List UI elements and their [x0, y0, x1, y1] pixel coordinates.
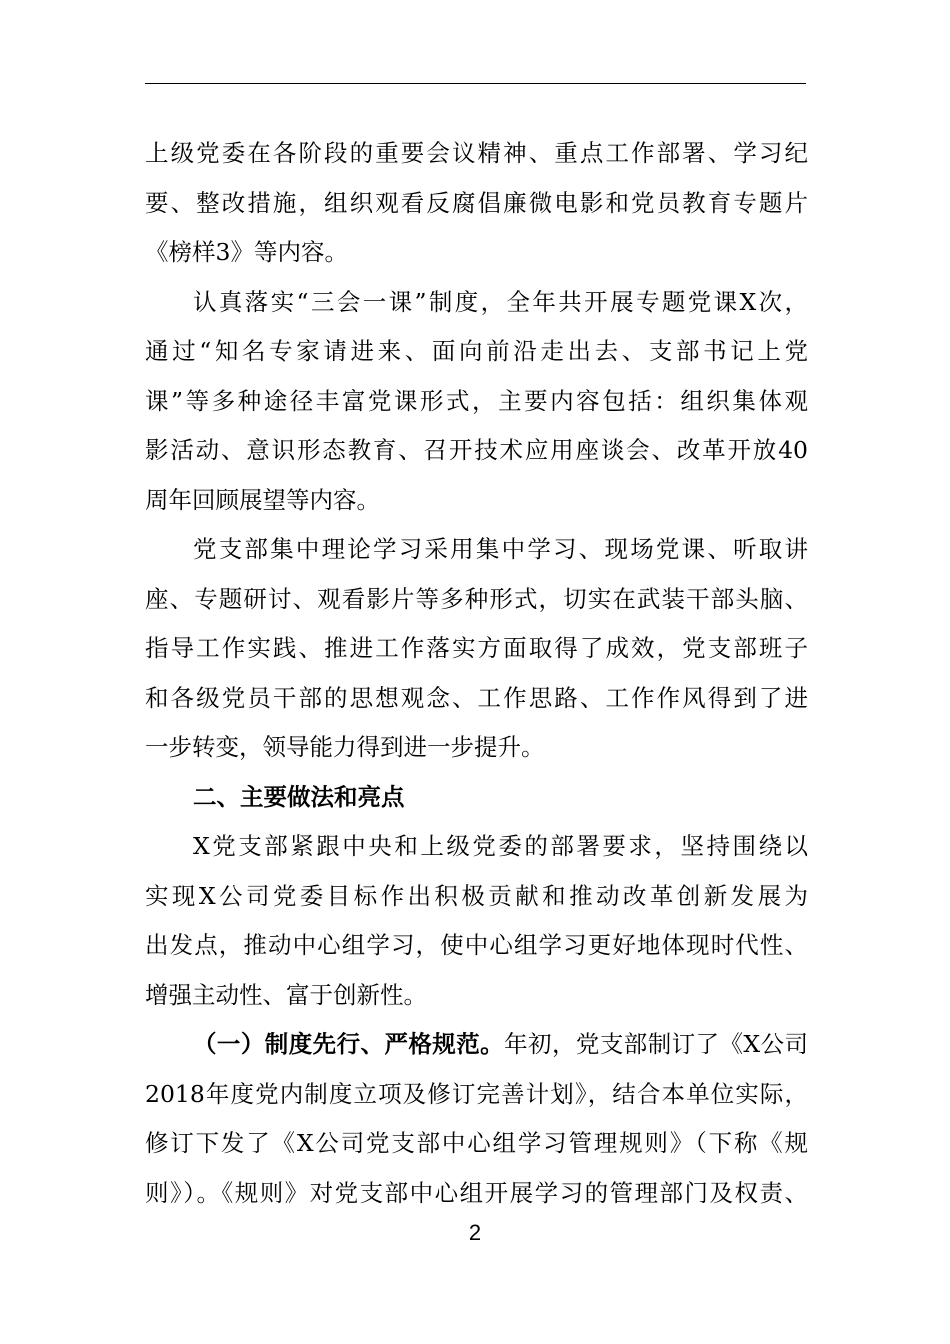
paragraph-first-line: 认真落实“三会一课”制度，全年共开展专题党课X次，: [193, 287, 808, 316]
text-line: 增强主动性、富于创新性。: [145, 980, 427, 1009]
text-line: 《榜样3》等内容。: [145, 238, 348, 266]
text-line: 指导工作实践、推进工作落实方面取得了成效，党支部班子: [145, 634, 808, 662]
section-heading: 二、主要做法和亮点: [193, 782, 405, 811]
text-line: 则》）。《规则》对党支部中心组开展学习的管理部门及权责、: [145, 1178, 808, 1207]
text-line: 要、整改措施，组织观看反腐倡廉微电影和党员教育专题片: [145, 188, 808, 217]
text-line: 上级党委在各阶段的重要会议精神、重点工作部署、学习纪: [145, 139, 808, 167]
text-line: 实现X公司党委目标作出积极贡献和推动改革创新发展为: [145, 881, 808, 910]
text-line: 和各级党员干部的思想观念、工作思路、工作作风得到了进: [145, 683, 808, 712]
paragraph-first-line: [145, 1020, 808, 1070]
text-line: 周年回顾展望等内容。: [145, 485, 380, 514]
text-line: 课”等多种途径丰富党课形式，主要内容包括：组织集体观: [145, 386, 808, 415]
text-line: 影活动、意识形态教育、召开技术应用座谈会、改革开放40: [145, 436, 808, 464]
page-number: 2: [468, 1220, 482, 1245]
header-divider: [145, 83, 806, 84]
text-line: 2018年度党内制度立项及修订完善计划》，结合本单位实际，: [145, 1079, 808, 1108]
text-line: 修订下发了《X公司党支部中心组学习管理规则》（下称《规: [145, 1129, 808, 1157]
text-line: 通过“知名专家请进来、面向前沿走出去、支部书记上党: [145, 337, 808, 365]
text-line: 座、专题研讨、观看影片等多种形式，切实在武装干部头脑、: [145, 584, 808, 613]
document-body: [145, 129, 808, 1218]
text-line: 出发点，推动中心组学习，使中心组学习更好地体现时代性、: [145, 931, 808, 959]
paragraph-first-line: 党支部集中理论学习采用集中学习、现场党课、听取讲: [193, 535, 808, 563]
subsection-heading: （一）制度先行、严格规范。: [193, 1030, 505, 1058]
text-line: 一步转变，领导能力得到进一步提升。: [145, 733, 545, 761]
paragraph-first-line: X党支部紧跟中央和上级党委的部署要求，坚持围绕以: [193, 832, 808, 860]
text-run: 年初，党支部制订了《X公司: [504, 1030, 809, 1058]
